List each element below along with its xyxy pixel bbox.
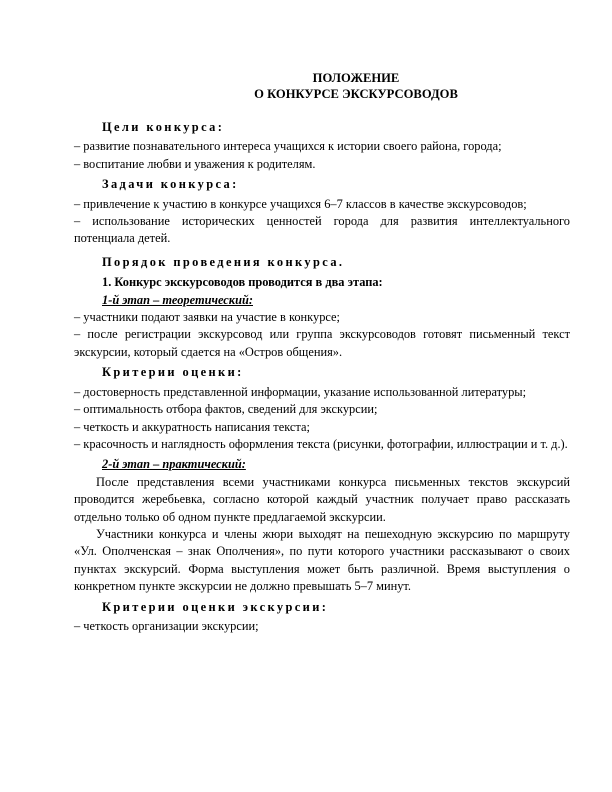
criteria-2-heading: Критерии оценки экскурсии: [102, 599, 329, 614]
stage-1-item-1: – участники подают заявки на участие в конкурсе; [74, 310, 341, 325]
title-line-2: О КОНКУРСЕ ЭКСКУРСОВОДОВ [254, 87, 458, 101]
tasks-item-1: – привлечение к участию в конкурсе учащихся 6–7 классов в качестве экскурсоводов; [74, 196, 527, 211]
title-line-1: ПОЛОЖЕНИЕ [312, 71, 400, 85]
tasks-item-2: – использование исторических ценностей города для развития интеллектуального потенциала детей. [74, 214, 570, 246]
criteria-1-item-4: – красочность и наглядность оформления текста (рисунки, фотографии, иллюстрации и т. д.). [74, 436, 568, 451]
criteria-1-heading: Критерии оценки: [102, 365, 244, 380]
document-content [74, 70, 570, 635]
procedure-heading: Порядок проведения конкурса. [102, 254, 345, 269]
spacer [102, 102, 570, 116]
stage-2-paragraph-2: Участники конкурса и члены жюри выходят на пешеходную экскурсию по маршруту «Ул. Ополченская – знак Ополчения», по пути которого участники рассказывают о своих пунктах экскурсий. Форма выступления может быть различной. Время выступления о конкретном пункте экскурсии не должно превышать 5–7 минут. [74, 526, 570, 594]
stage-1-item-2: – после регистрации экскурсовод или группа экскурсоводов готовят письменный текст экскурсии, который сдается на «Остров общения». [74, 327, 570, 359]
stage-2-paragraph-1: После представления всеми участниками конкурса письменных текстов экскурсий проводится жеребьевка, согласно которой каждый участник получает право рассказать отдельно только об одном пункте предлагаемой экскурсии. [74, 474, 570, 524]
stage-2-label [102, 456, 570, 473]
goals-heading: Цели конкурса: [102, 120, 225, 134]
goals-item-1: – развитие познавательного интереса учащихся к истории своего района, города; [74, 139, 502, 154]
procedure-point-1: 1. Конкурс экскурсоводов проводится в два этапа: [102, 275, 383, 290]
criteria-1-item-1: – достоверность представленной информации, указание использованной литературы; [74, 384, 527, 399]
criteria-1-item-3: – четкость и аккуратность написания текста; [74, 419, 310, 434]
goals-item-2: – воспитание любви и уважения к родителям. [74, 156, 316, 171]
criteria-1-item-2: – оптимальность отбора фактов, сведений для экскурсии; [74, 402, 378, 417]
stage-2-label-text: 2-й этап – практический: [102, 457, 246, 472]
criteria-2-item-1: – четкость организации экскурсии; [74, 618, 259, 633]
stage-1-label [102, 292, 570, 309]
stage-1-label-text: 1-й этап – теоретический: [102, 292, 253, 307]
tasks-heading: Задачи конкурса: [102, 177, 239, 192]
